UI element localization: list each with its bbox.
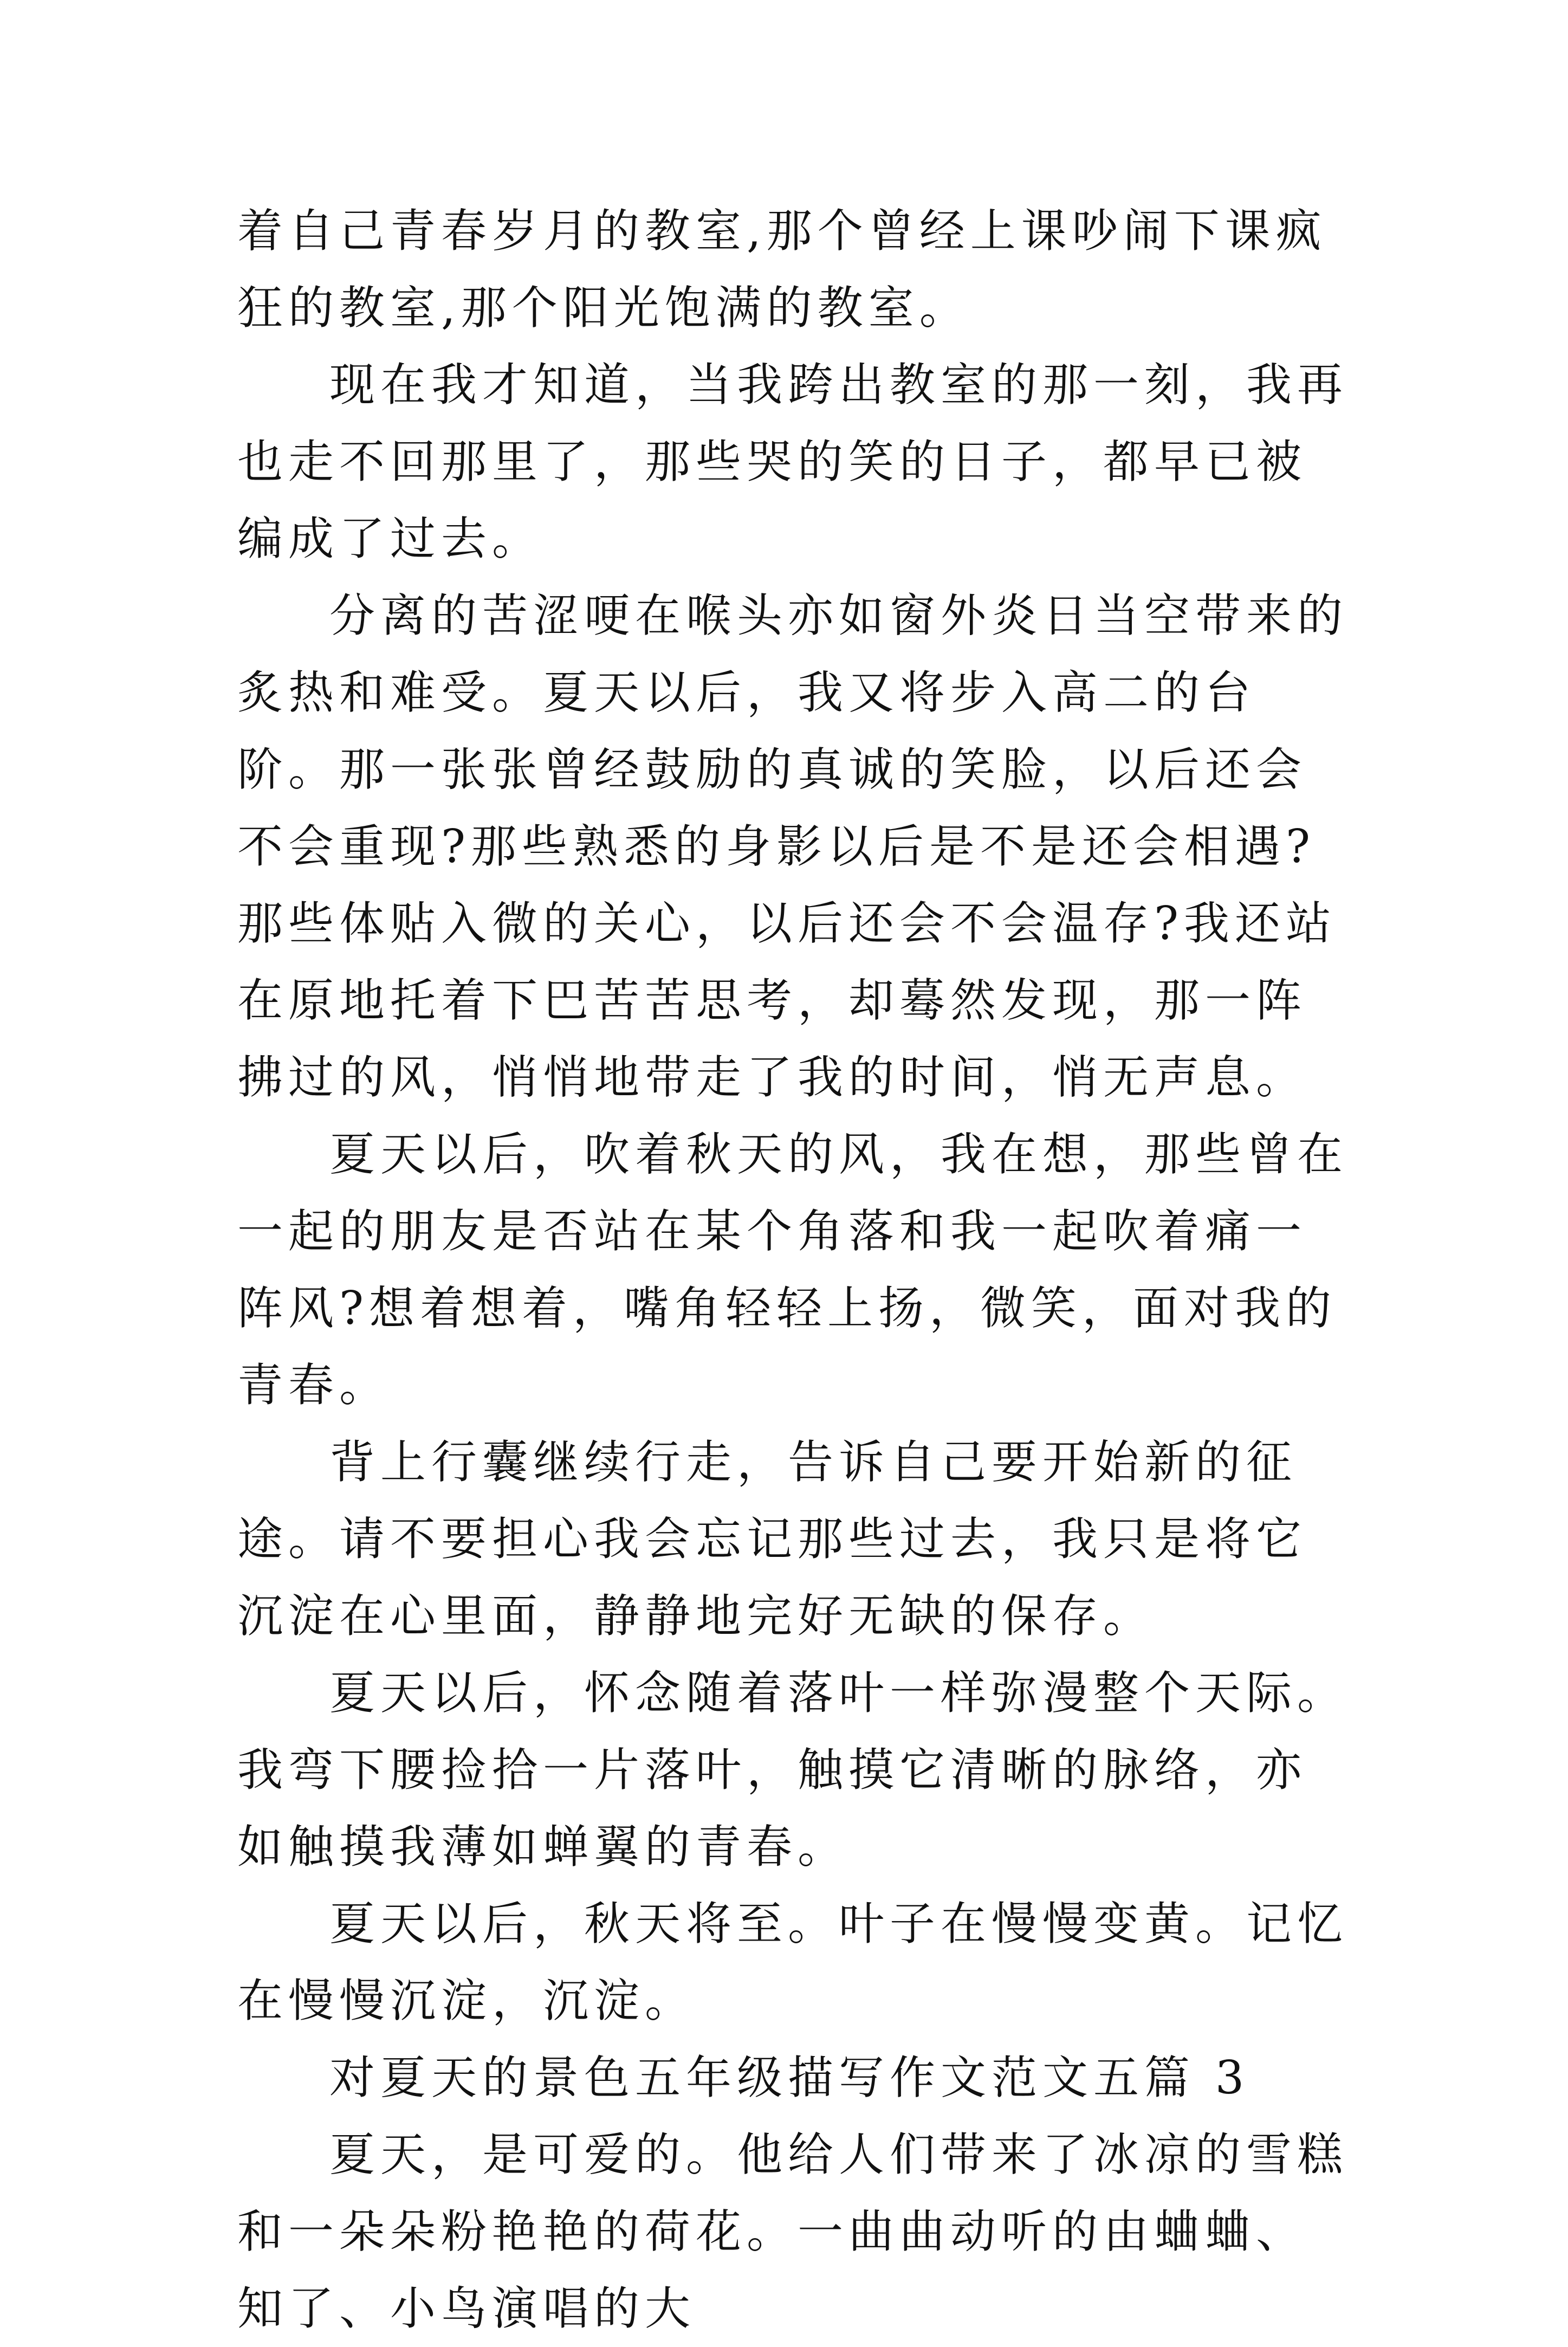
document-body bbox=[237, 192, 1353, 2347]
paragraph-6: 夏天以后，怀念随着落叶一样弥漫整个天际。我弯下腰捡拾一片落叶，触摸它清晰的脉络，亦如触摸我薄如蝉翼的青春。 bbox=[237, 1666, 1349, 1873]
paragraph-8: 夏天，是可爱的。他给人们带来了冰凉的雪糕和一朵朵粉艳艳的荷花。一曲曲动听的由蛐蛐、知了、小鸟演唱的大 bbox=[237, 2128, 1349, 2335]
section-heading: 对夏天的景色五年级描写作文范文五篇 3 bbox=[329, 2051, 1250, 2104]
paragraph-2: 现在我才知道，当我跨出教室的那一刻，我再也走不回那里了，那些哭的笑的日子，都早已被编成了过去。 bbox=[237, 358, 1349, 565]
paragraph-7: 夏天以后，秋天将至。叶子在慢慢变黄。记忆在慢慢沉淀，沉淀。 bbox=[237, 1897, 1349, 2027]
paragraph-5: 背上行囊继续行走，告诉自己要开始新的征途。请不要担心我会忘记那些过去，我只是将它沉淀在心里面，静静地完好无缺的保存。 bbox=[237, 1436, 1307, 1643]
paragraph-4: 夏天以后，吹着秋天的风，我在想，那些曾在一起的朋友是否站在某个角落和我一起吹着痛一阵风?想着想着，嘴角轻轻上扬，微笑，面对我的青春。 bbox=[237, 1128, 1349, 1412]
paragraph-1: 着自己青春岁月的教室,那个曾经上课吵闹下课疯狂的教室,那个阳光饱满的教室。 bbox=[237, 204, 1327, 334]
paragraph-3: 分离的苦涩哽在喉头亦如窗外炎日当空带来的炙热和难受。夏天以后，我又将步入高二的台阶。那一张张曾经鼓励的真诚的笑脸，以后还会不会重现?那些熟悉的身影以后是不是还会相遇?那些体贴入微的关心，以后还会不会温存?我还站在原地托着下巴苦苦思考，却蓦然发现，那一阵拂过的风，悄悄地带走了我的时间，悄无声息。 bbox=[237, 589, 1349, 1104]
